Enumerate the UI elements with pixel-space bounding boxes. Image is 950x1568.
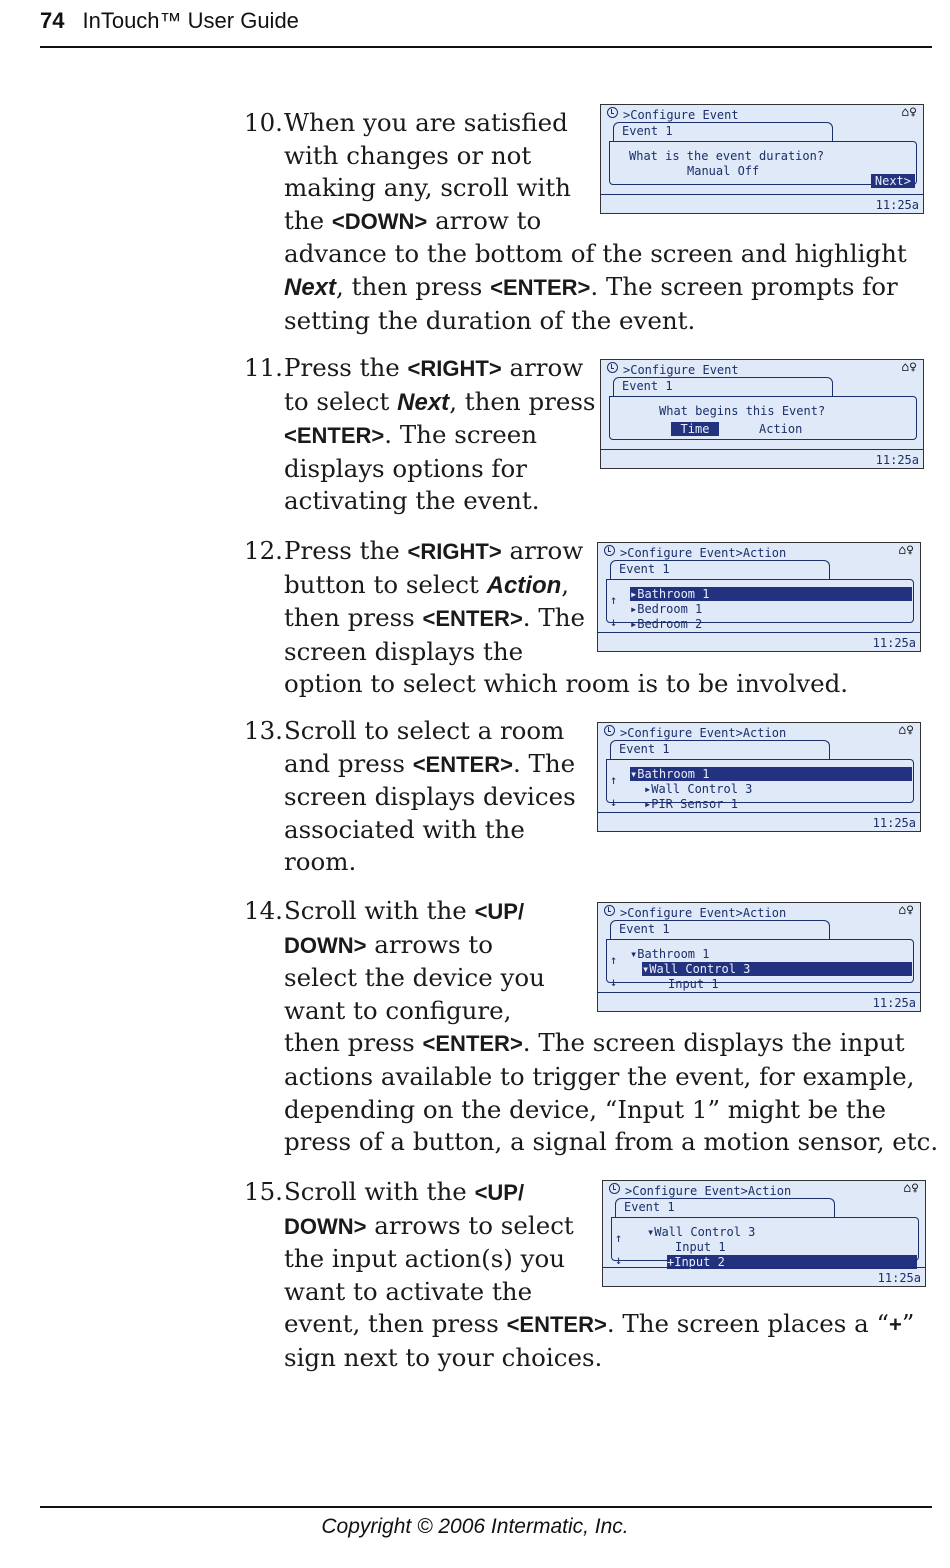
text-run: and press xyxy=(284,748,413,778)
step-13 xyxy=(244,715,576,879)
step-line xyxy=(284,453,596,486)
text-run: , then press xyxy=(449,386,596,416)
screen-title: >Configure Event>Action xyxy=(620,726,787,740)
menu-term: Next xyxy=(284,273,337,301)
text-run: Press the xyxy=(284,353,408,382)
text-run: option to select which room is to be involved. xyxy=(284,669,849,699)
screen-title: >Configure Event>Action xyxy=(620,546,787,560)
text-run: setting the duration of the event. xyxy=(284,305,696,335)
clock-icon xyxy=(604,545,615,556)
text-run: with changes or not xyxy=(284,140,532,170)
screen-title: >Configure Event xyxy=(623,108,739,122)
scroll-down-arrow-icon: ↓ xyxy=(615,1253,623,1267)
event-tab xyxy=(610,560,830,580)
step-line xyxy=(284,748,576,782)
text-run: then press xyxy=(284,1028,423,1058)
screen-line: ▾Bathroom 1 xyxy=(630,947,710,961)
lcd-screen-device-select xyxy=(597,902,921,1012)
screen-line: Input 1 xyxy=(675,1240,726,1254)
event-tab xyxy=(613,377,833,397)
event-tab-label: Event 1 xyxy=(619,922,670,936)
text-run: . The screen prompts for xyxy=(590,271,898,301)
key-label: <RIGHT> xyxy=(407,539,502,564)
step-text xyxy=(284,352,596,518)
text-run: Scroll with the xyxy=(284,1177,475,1206)
home-bulb-icon: ⌂♀ xyxy=(903,1181,919,1196)
lcd-screen-begins xyxy=(600,359,924,469)
text-run: . The xyxy=(512,748,576,778)
clock-time: 11:25a xyxy=(872,636,916,650)
text-run: . The screen xyxy=(384,420,538,450)
text-run: . The screen displays the input xyxy=(522,1028,905,1058)
text-run: event, then press xyxy=(284,1309,507,1339)
text-run: arrow xyxy=(501,353,584,382)
step-number: 10. xyxy=(244,108,283,137)
event-tab xyxy=(610,920,830,940)
text-run: then press xyxy=(284,603,423,633)
step-text xyxy=(284,715,576,879)
text-run: arrows to select xyxy=(366,1210,574,1240)
step-line xyxy=(284,1126,938,1159)
event-tab-label: Event 1 xyxy=(619,742,670,756)
key-label: <ENTER> xyxy=(284,423,385,449)
event-tab-label: Event 1 xyxy=(624,1200,675,1214)
highlighted-line: ▾Wall Control 3 xyxy=(642,962,912,976)
text-run: Scroll with the xyxy=(284,896,475,925)
text-run: arrow to xyxy=(427,205,542,235)
key-label: <UP/ xyxy=(474,1180,525,1205)
text-run: advance to the bottom of the screen and highlight xyxy=(284,239,907,269)
clock-time: 11:25a xyxy=(872,996,916,1010)
text-run: sign next to your choices. xyxy=(284,1342,603,1372)
step-line xyxy=(284,668,848,701)
home-bulb-icon: ⌂♀ xyxy=(898,543,914,558)
highlighted-line: +Input 2 xyxy=(667,1255,917,1269)
event-tab xyxy=(610,740,830,760)
text-run: press of a button, a signal from a motion sensor, etc. xyxy=(284,1127,939,1157)
text-run: want to configure, xyxy=(284,995,512,1025)
copyright-footer: Copyright © 2006 Intermatic, Inc. xyxy=(321,1515,629,1538)
text-run: button to select xyxy=(284,569,487,599)
key-label: DOWN> xyxy=(284,1213,367,1239)
clock-icon xyxy=(607,362,618,373)
screen-line: ▸PIR Sensor 1 xyxy=(644,797,738,811)
event-tab-label: Event 1 xyxy=(622,379,673,393)
text-run: depending on the device, “Input 1” might be the xyxy=(284,1094,887,1124)
scroll-up-arrow-icon: ↑ xyxy=(610,773,618,787)
screen-line: What is the event duration? xyxy=(629,149,825,163)
text-run: room. xyxy=(284,847,357,877)
home-bulb-icon: ⌂♀ xyxy=(898,903,914,918)
key-label: <ENTER> xyxy=(506,1312,607,1338)
step-number: 14. xyxy=(244,896,283,925)
text-run: arrow xyxy=(501,536,584,565)
menu-term: Next xyxy=(397,388,450,416)
key-label: <ENTER> xyxy=(490,274,591,300)
text-run: screen displays devices xyxy=(284,782,576,812)
text-run: select the device you xyxy=(284,963,545,993)
page-number: 74 xyxy=(40,8,65,33)
scroll-down-arrow-icon: ↓ xyxy=(610,975,618,989)
step-line xyxy=(284,305,907,338)
page-header xyxy=(40,8,299,34)
header-divider xyxy=(40,46,932,48)
step-line xyxy=(284,386,596,420)
text-run: associated with the xyxy=(284,814,525,844)
clock-icon xyxy=(604,905,615,916)
step-number: 15. xyxy=(244,1177,283,1206)
clock-time: 11:25a xyxy=(877,1271,921,1285)
highlighted-line: ▾Bathroom 1 xyxy=(630,767,912,781)
step-number: 13. xyxy=(244,716,283,745)
clock-time: 11:25a xyxy=(872,816,916,830)
text-run: arrows to xyxy=(366,929,493,959)
screen-panel xyxy=(606,939,914,983)
step-line xyxy=(284,814,576,847)
home-bulb-icon: ⌂♀ xyxy=(901,105,917,120)
screen-title: >Configure Event>Action xyxy=(620,906,787,920)
key-label: <ENTER> xyxy=(412,751,513,777)
lcd-screen-devices xyxy=(597,722,921,832)
text-run: activating the event. xyxy=(284,486,540,516)
next-button[interactable]: Next> xyxy=(871,174,915,188)
key-label: <UP/ xyxy=(474,899,525,924)
step-line xyxy=(284,1342,914,1375)
step-line xyxy=(284,419,596,453)
event-tab-label: Event 1 xyxy=(622,124,673,138)
step-line xyxy=(284,846,576,879)
step-line xyxy=(284,781,576,814)
guide-title: InTouch™ User Guide xyxy=(82,8,299,33)
scroll-up-arrow-icon: ↑ xyxy=(610,593,618,607)
step-line xyxy=(284,1027,938,1061)
text-run: Press the xyxy=(284,536,408,565)
step-line xyxy=(284,271,907,305)
clock-icon xyxy=(607,107,618,118)
lcd-screen-duration xyxy=(600,104,924,214)
step-line xyxy=(284,715,576,748)
event-tab xyxy=(613,122,833,142)
menu-term: Action xyxy=(486,571,562,599)
key-label: DOWN> xyxy=(284,932,367,958)
text-run: , then press xyxy=(336,271,491,301)
option-action[interactable]: Action xyxy=(759,422,803,436)
text-run: Scroll to select a room xyxy=(284,716,565,745)
footer-divider xyxy=(40,1506,932,1508)
screen-line: ▸Bedroom 2 xyxy=(630,617,703,631)
step-line xyxy=(284,238,907,271)
key-label: <ENTER> xyxy=(422,1031,523,1057)
step-line xyxy=(284,485,596,518)
text-run: When you are satisfied xyxy=(284,108,568,137)
scroll-down-arrow-icon: ↓ xyxy=(610,795,618,809)
screen-title: >Configure Event xyxy=(623,363,739,377)
text-run: actions available to trigger the event, for example, xyxy=(284,1061,915,1091)
text-run: ” xyxy=(901,1309,915,1339)
scroll-up-arrow-icon: ↑ xyxy=(610,953,618,967)
step-11 xyxy=(244,352,596,518)
event-tab-label: Event 1 xyxy=(619,562,670,576)
screen-title: >Configure Event>Action xyxy=(625,1184,792,1198)
step-number: 11. xyxy=(244,353,283,382)
event-tab xyxy=(615,1198,835,1218)
highlighted-line: ▸Bathroom 1 xyxy=(630,587,912,601)
text-run: to select xyxy=(284,386,398,416)
screen-line: ▸Wall Control 3 xyxy=(644,782,753,796)
home-bulb-icon: ⌂♀ xyxy=(901,360,917,375)
text-run: screen displays the xyxy=(284,636,524,666)
text-run: the xyxy=(284,205,332,235)
key-label: <RIGHT> xyxy=(407,356,502,381)
step-line xyxy=(284,352,596,386)
step-line xyxy=(284,1094,938,1127)
step-number: 12. xyxy=(244,536,283,565)
key-label: <DOWN> xyxy=(331,208,428,234)
key-label: <ENTER> xyxy=(422,606,523,632)
text-run: making any, scroll with xyxy=(284,173,571,203)
text-run: want to activate the xyxy=(284,1276,533,1306)
text-run: . The xyxy=(522,603,585,633)
screen-line: Input 1 xyxy=(668,977,719,991)
lcd-screen-rooms xyxy=(597,542,921,652)
scroll-down-arrow-icon: ↓ xyxy=(610,615,618,629)
screen-line: Manual Off xyxy=(687,164,760,178)
clock-time: 11:25a xyxy=(875,198,919,212)
clock-icon xyxy=(604,725,615,736)
text-run: , xyxy=(561,569,570,599)
step-line xyxy=(284,1308,914,1342)
clock-time: 11:25a xyxy=(875,453,919,467)
step-line xyxy=(284,1061,938,1094)
text-run: displays options for xyxy=(284,453,527,483)
lcd-screen-inputs xyxy=(602,1180,926,1287)
scroll-up-arrow-icon: ↑ xyxy=(615,1231,623,1245)
screen-line: ▾Wall Control 3 xyxy=(647,1225,756,1239)
text-run: . The screen places a “ xyxy=(606,1309,890,1339)
option-time[interactable]: Time xyxy=(671,422,719,436)
clock-icon xyxy=(609,1183,620,1194)
key-label: + xyxy=(889,1312,902,1338)
screen-line: What begins this Event? xyxy=(659,404,826,418)
text-run: the input action(s) you xyxy=(284,1244,566,1274)
home-bulb-icon: ⌂♀ xyxy=(898,723,914,738)
screen-line: ▸Bedroom 1 xyxy=(630,602,703,616)
